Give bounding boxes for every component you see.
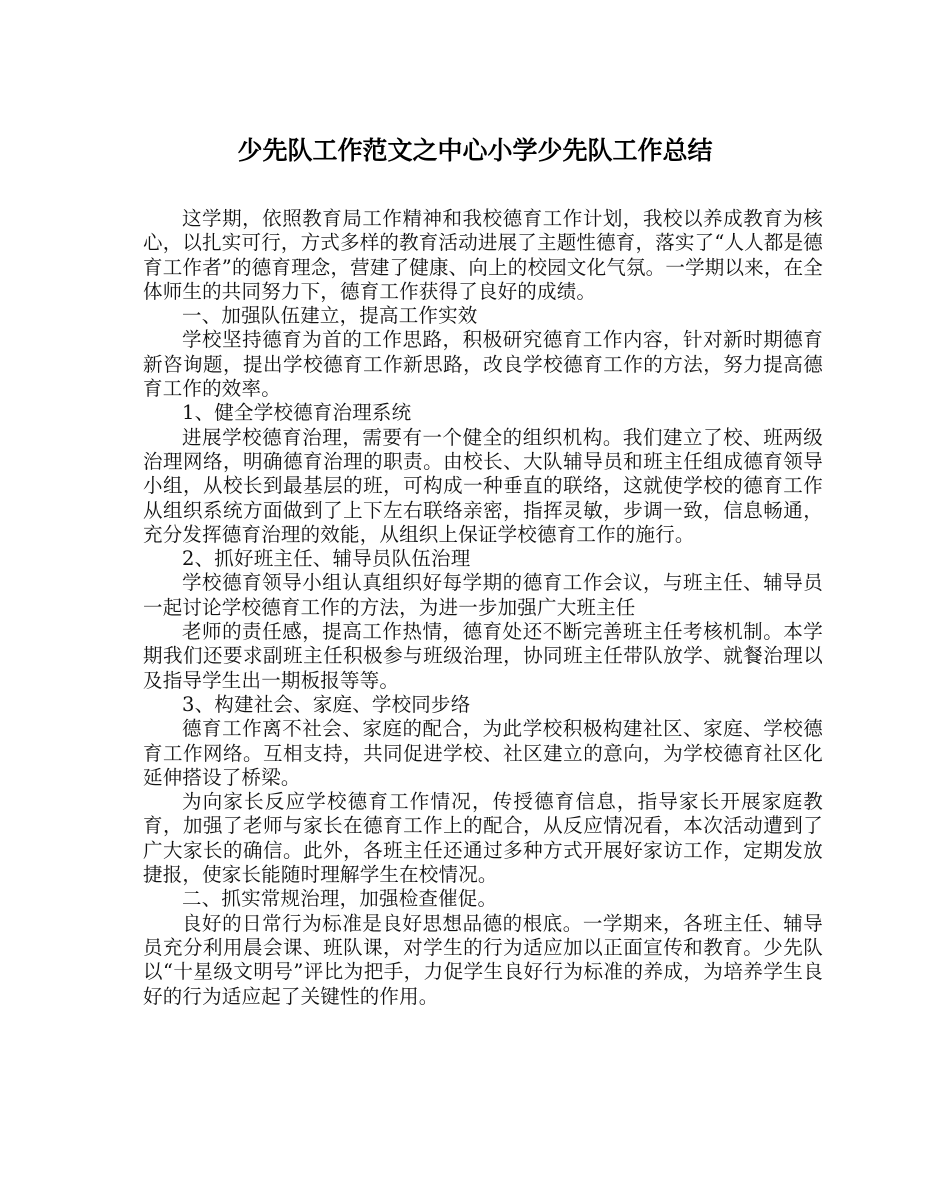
paragraph: 学校德育领导小组认真组织好每学期的德育工作会议，与班主任、辅导员一起讨论学校德育工作的方法，为进一步加强广大班主任 (143, 571, 823, 619)
document-body (143, 207, 823, 1009)
paragraph: 老师的责任感，提高工作热情，德育处还不断完善班主任考核机制。本学期我们还要求副班主任积极参与班级治理，协同班主任带队放学、就餐治理以及指导学生出一期板报等等。 (143, 620, 823, 692)
section-heading-1: 一、加强队伍建立，提高工作实效 (182, 304, 478, 328)
document-title: 少先队工作范文之中心小学少先队工作总结 (237, 136, 713, 165)
subsection-heading-3: 3、构建社会、家庭、学校同步络 (182, 692, 471, 716)
paragraph: 为向家长反应学校德育工作情况，传授德育信息，指导家长开展家庭教育，加强了老师与家长在德育工作上的配合，从反应情况看，本次活动遭到了广大家长的确信。此外，各班主任还通过多种方式开展好家访工作，定期发放捷报，使家长能随时理解学生在校情况。 (143, 790, 823, 887)
paragraph: 学校坚持德育为首的工作思路，积极研究德育工作内容，针对新时期德育新咨询题，提出学校德育工作新思路，改良学校德育工作的方法，努力提高德育工作的效率。 (143, 328, 823, 401)
paragraph: 良好的日常行为标准是良好思想品德的根底。一学期来，各班主任、辅导员充分利用晨会课、班队课，对学生的行为适应加以正面宣传和教育。少先队以“十星级文明号”评比为把手，力促学生良好行为标准的养成，为培养学生良好的行为适应起了关键性的作用。 (143, 911, 823, 1008)
paragraph: 进展学校德育治理，需要有一个健全的组织机构。我们建立了校、班两级治理网络，明确德育治理的职责。由校长、大队辅导员和班主任组成德育领导小组，从校长到最基层的班，可构成一种垂直的联络，这就使学校的德育工作从组织系统方面做到了上下左右联络亲密，指挥灵敏，步调一致，信息畅通，充分发挥德育治理的效能，从组织上保证学校德育工作的施行。 (143, 425, 823, 546)
paragraph-intro: 这学期，依照教育局工作精神和我校德育工作计划，我校以养成教育为核心，以扎实可行，方式多样的教育活动进展了主题性德育，落实了“人人都是德育工作者”的德育理念，营建了健康、向上的校园文化气氛。一学期以来，在全体师生的共同努力下，德育工作获得了良好的成绩。 (143, 207, 823, 303)
section-heading-2: 二、抓实常规治理，加强检查催促。 (182, 887, 498, 911)
paragraph: 德育工作离不社会、家庭的配合，为此学校积极构建社区、家庭、学校德育工作网络。互相支持，共同促进学校、社区建立的意向，为学校德育社区化延伸搭设了桥梁。 (143, 717, 823, 789)
subsection-heading-1: 1、健全学校德育治理系统 (182, 401, 412, 425)
subsection-heading-2: 2、抓好班主任、辅导员队伍治理 (182, 547, 471, 571)
